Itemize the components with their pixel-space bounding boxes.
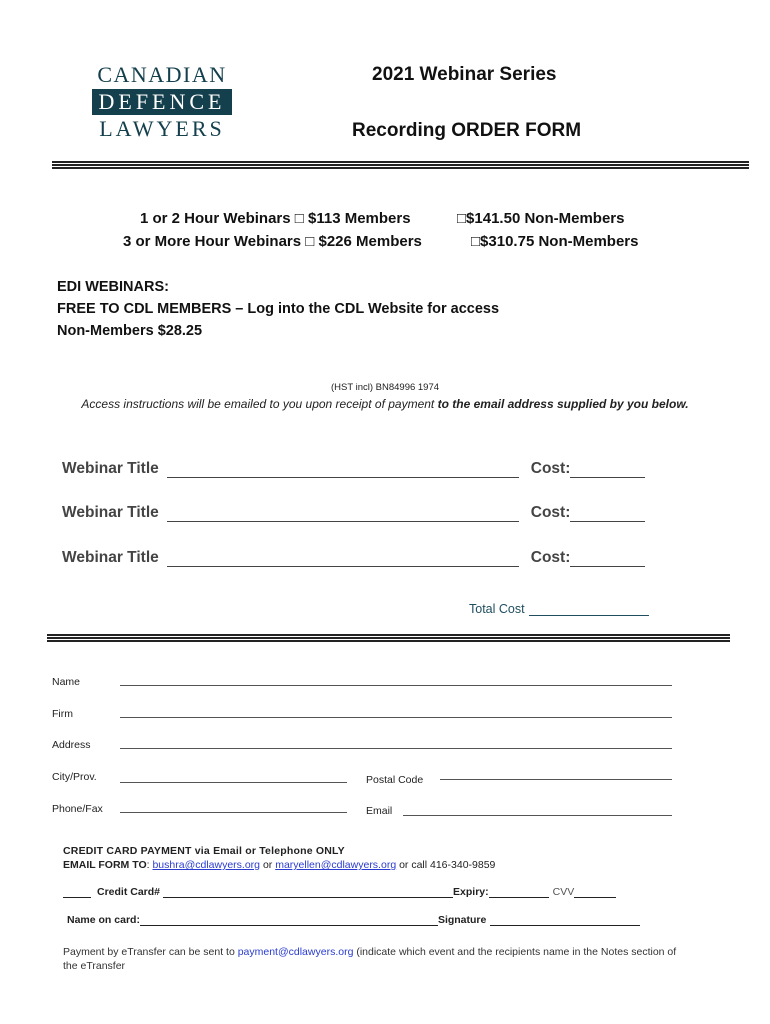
or-text: or [262,859,273,871]
cost-field[interactable] [570,506,645,522]
credit-card-row [63,886,616,898]
members-checkbox[interactable]: □ [305,233,315,250]
access-instructions [0,397,770,411]
cost-field[interactable] [570,462,645,478]
name-field[interactable] [120,685,672,686]
credit-card-field[interactable] [163,887,453,898]
webinar-title-label: Webinar Title [62,504,159,521]
phone-field[interactable] [120,812,347,813]
colon: : [146,859,150,871]
series-title: 2021 Webinar Series [372,64,557,85]
members-checkbox[interactable]: □ [294,210,304,227]
etransfer-post: (indicate which event and the recipients name in the Notes section of the eTransfer [63,946,677,972]
cost-label: Cost: [530,549,571,566]
edi-free-line: FREE TO CDL MEMBERS – Log into the CDL Website for access [57,301,500,317]
etransfer-pre: Payment by eTransfer can be sent to [63,946,238,958]
phone-label: Phone/Fax [52,803,103,815]
credit-card-label: Credit Card# [97,886,161,898]
webinar-title-field[interactable] [167,551,519,567]
email-field[interactable] [403,815,672,816]
expiry-label: Expiry: [453,886,489,898]
cdl-logo [92,62,232,150]
pricing-label: 1 or 2 Hour Webinars [140,210,291,227]
city-field[interactable] [120,782,347,783]
email-form-label: EMAIL FORM TO [63,859,147,871]
credit-card-title: CREDIT CARD PAYMENT via Email or Telephone ONLY [63,845,345,857]
webinar-title-label: Webinar Title [62,460,159,477]
firm-label: Firm [52,708,73,720]
section-divider [47,634,730,642]
cost-label: Cost: [530,460,571,477]
firm-field[interactable] [120,717,672,718]
cvv-field[interactable] [574,887,616,898]
webinar-title-label: Webinar Title [62,549,159,566]
signature-field[interactable] [490,915,640,926]
postal-code-label: Postal Code [366,774,424,786]
expiry-field[interactable] [489,887,549,898]
logo-line-defence: DEFENCE [92,89,232,115]
members-price: $226 Members [318,233,422,250]
address-field[interactable] [120,748,672,749]
non-members-price-2[interactable]: □$310.75 Non-Members [471,233,639,250]
pricing-label: 3 or More Hour Webinars [123,233,302,250]
pricing-row-1 [140,210,411,227]
name-on-card-label: Name on card: [67,914,140,926]
name-label: Name [52,676,81,688]
logo-line-lawyers: LAWYERS [99,116,225,141]
total-cost-field[interactable] [529,604,649,616]
webinar-row [62,460,645,478]
cost-label: Cost: [530,504,571,521]
name-on-card-field[interactable] [140,915,438,926]
hst-note: (HST incl) BN84996 1974 [330,382,440,393]
webinar-title-field[interactable] [167,506,519,522]
webinar-row [62,549,645,567]
edi-section [57,276,499,342]
email-link-bushra[interactable]: bushra@cdlawyers.org [152,859,261,871]
name-on-card-row [67,914,640,926]
etransfer-email-link[interactable]: payment@cdlawyers.org [237,946,354,958]
email-label: Email [366,805,393,817]
webinar-row [62,504,645,522]
header-divider [52,161,749,169]
access-bold: to the email address supplied by you below. [437,397,689,411]
non-members-price-1[interactable]: □$141.50 Non-Members [457,210,625,227]
call-text: or call 416-340-9859 [399,859,496,871]
email-link-maryellen[interactable]: maryellen@cdlawyers.org [275,859,397,871]
etransfer-note [63,945,683,973]
total-cost-label: Total Cost [469,602,525,616]
address-label: Address [52,739,91,751]
total-cost [469,602,649,616]
email-form-to [63,859,495,871]
postal-code-field[interactable] [440,779,672,780]
members-price: $113 Members [308,210,411,227]
edi-non-members-line: Non-Members $28.25 [57,323,203,339]
webinar-title-field[interactable] [167,462,519,478]
city-label: City/Prov. [52,771,97,783]
cvv-label: CVV [552,886,575,898]
card-type-field[interactable] [63,887,91,898]
form-title: Recording ORDER FORM [352,120,582,141]
cost-field[interactable] [570,551,645,567]
logo-line-canadian: CANADIAN [97,62,227,87]
signature-label: Signature [437,914,487,926]
edi-title: EDI WEBINARS: [57,279,169,295]
access-italic: Access instructions will be emailed to you upon receipt of payment [81,397,438,411]
pricing-row-2 [123,233,422,250]
